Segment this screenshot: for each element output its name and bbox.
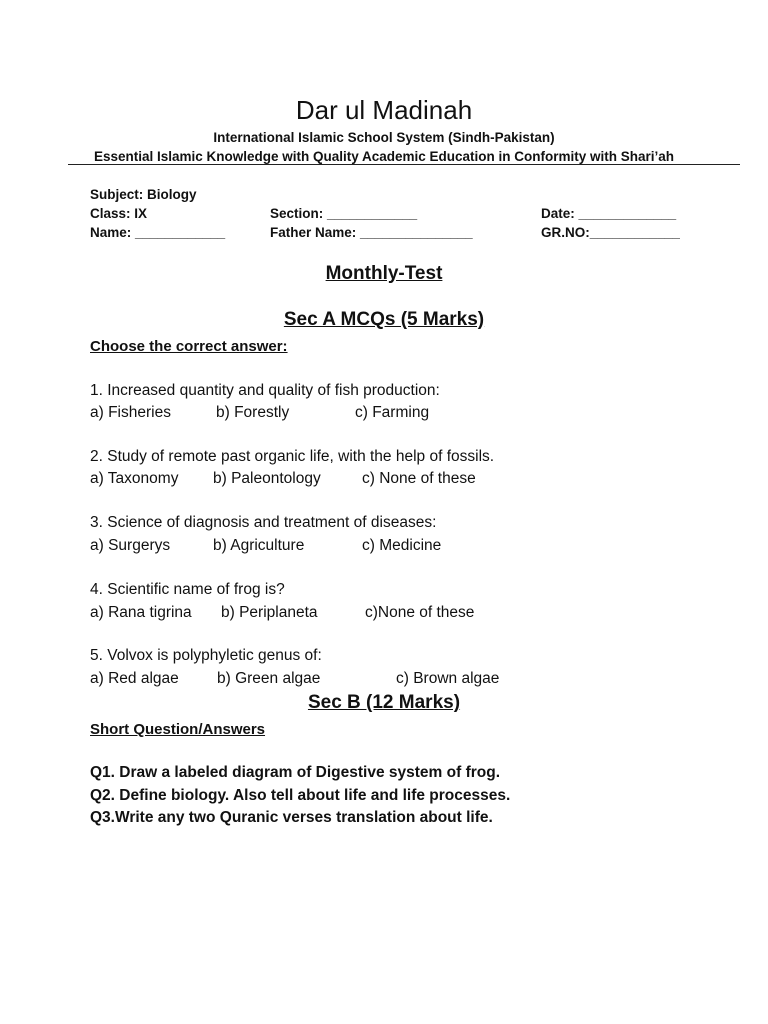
section-b-instruction: Short Question/Answers [90, 721, 266, 738]
mcq-5-option-a: a) Red algae [90, 670, 179, 687]
school-name: Dar ul Madinah [295, 95, 473, 125]
class-field: Class: IX [90, 206, 148, 221]
gr-no-field: GR.NO:____________ [541, 225, 680, 240]
mcq-4-option-a: a) Rana tigrina [90, 604, 192, 621]
section-a-heading: Sec A MCQs (5 Marks) [283, 309, 485, 330]
mcq-3-option-a: a) Surgerys [90, 537, 171, 554]
mcq-3-option-b: b) Agriculture [213, 537, 305, 554]
mcq-question-1: 1. Increased quantity and quality of fish production: [90, 382, 440, 399]
date-field: Date: _____________ [541, 206, 677, 221]
mcq-question-5: 5. Volvox is polyphyletic genus of: [90, 647, 322, 664]
short-question-1: Q1. Draw a labeled diagram of Digestive system of frog. [90, 764, 501, 781]
mcq-question-3: 3. Science of diagnosis and treatment of diseases: [90, 514, 437, 531]
school-motto: Essential Islamic Knowledge with Quality Academic Education in Conformity with Shari’ah [93, 149, 675, 164]
mcq-2-option-a: a) Taxonomy [90, 470, 179, 487]
mcq-3-option-c: c) Medicine [362, 537, 442, 554]
test-title: Monthly-Test [325, 263, 443, 284]
short-question-3: Q3.Write any two Quranic verses translation about life. [90, 809, 493, 826]
mcq-1-option-b: b) Forestly [216, 404, 290, 421]
section-a-instruction: Choose the correct answer: [90, 338, 288, 355]
mcq-4-option-c: c)None of these [365, 604, 475, 621]
section-b-heading: Sec B (12 Marks) [307, 692, 461, 713]
mcq-question-2: 2. Study of remote past organic life, with the help of fossils. [90, 448, 495, 465]
subject-field: Subject: Biology [90, 187, 197, 202]
school-system-name: International Islamic School System (Sindh-Pakistan) [213, 130, 555, 145]
mcq-5-option-b: b) Green algae [217, 670, 321, 687]
name-field: Name: ____________ [90, 225, 226, 240]
mcq-5-option-c: c) Brown algae [396, 670, 500, 687]
father-name-field: Father Name: _______________ [270, 225, 473, 240]
mcq-question-4: 4. Scientific name of frog is? [90, 581, 285, 598]
mcq-1-option-c: c) Farming [355, 404, 430, 421]
mcq-1-option-a: a) Fisheries [90, 404, 171, 421]
mcq-2-option-c: c) None of these [362, 470, 476, 487]
mcq-4-option-b: b) Periplaneta [221, 604, 318, 621]
short-question-2: Q2. Define biology. Also tell about life and life processes. [90, 787, 511, 804]
section-field: Section: ____________ [270, 206, 418, 221]
header-divider [68, 164, 740, 165]
mcq-2-option-b: b) Paleontology [213, 470, 321, 487]
